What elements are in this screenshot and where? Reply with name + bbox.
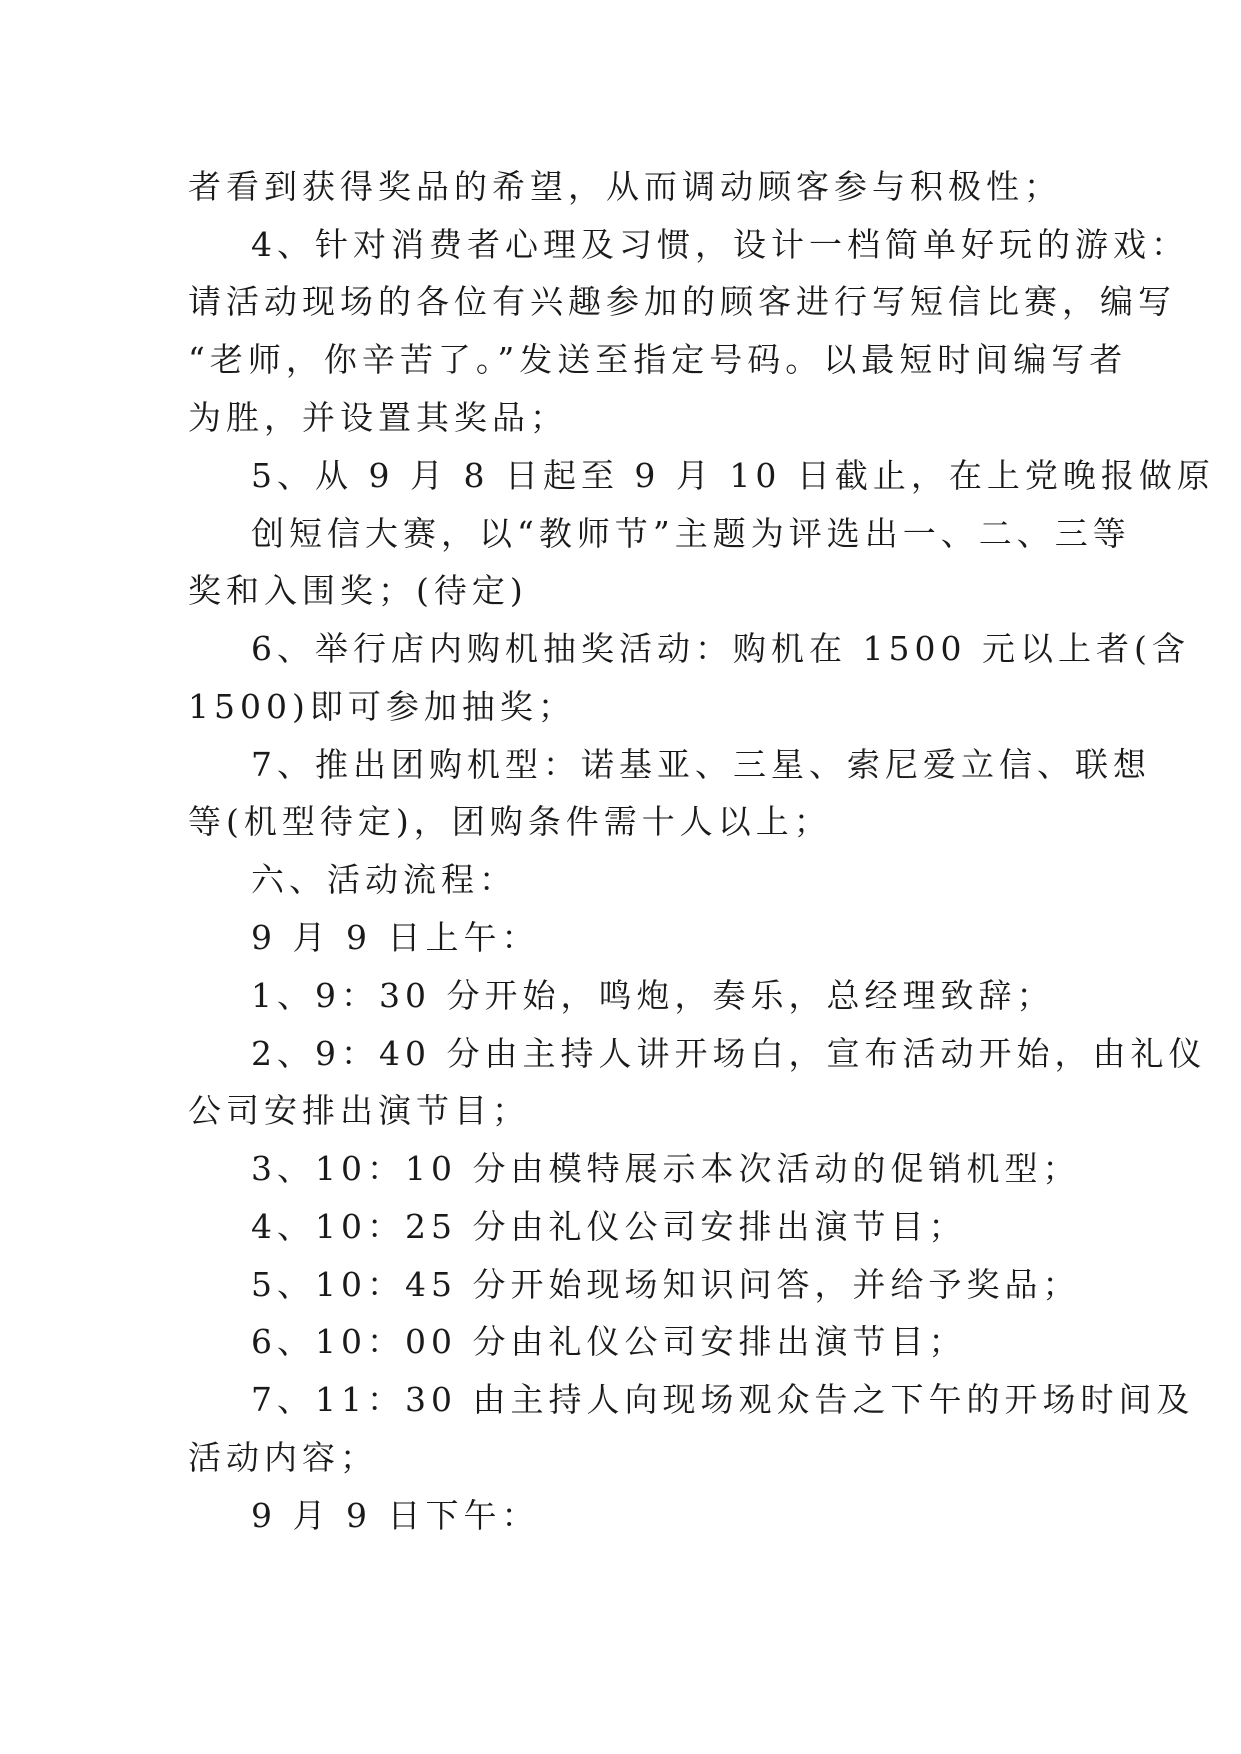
text-line: “老师，你辛苦了。”发送至指定号码。以最短时间编写者 <box>188 340 1128 379</box>
text-line: 5、从 9 月 8 日起至 9 月 10 日截止，在上党晚报做原 <box>251 456 1215 495</box>
text-line: 活动内容； <box>188 1438 378 1477</box>
text-line: 为胜，并设置其奖品； <box>188 398 568 437</box>
text-line: 请活动现场的各位有兴趣参加的顾客进行写短信比赛，编写 <box>188 282 1176 321</box>
text-line: 1、9：30 分开始，鸣炮，奏乐，总经理致辞； <box>251 976 1055 1015</box>
text-line: 等(机型待定)，团购条件需十人以上； <box>188 802 832 841</box>
section-heading: 六、活动流程： <box>251 860 517 899</box>
text-line: 6、10：00 分由礼仪公司安排出演节目； <box>251 1322 967 1361</box>
text-line: 者看到获得奖品的希望，从而调动顾客参与积极性； <box>188 167 1062 206</box>
text-line: 公司安排出演节目； <box>188 1091 530 1130</box>
text-line: 6、举行店内购机抽奖活动：购机在 1500 元以上者(含 <box>251 629 1190 668</box>
date-heading: 9 月 9 日下午： <box>251 1496 540 1535</box>
text-line: 4、10：25 分由礼仪公司安排出演节目； <box>251 1207 967 1246</box>
date-heading: 9 月 9 日上午： <box>251 918 540 957</box>
text-line: 7、11：30 由主持人向现场观众告之下午的开场时间及 <box>251 1380 1195 1419</box>
text-line: 创短信大赛，以“教师节”主题为评选出一、二、三等 <box>251 514 1131 553</box>
text-line: 3、10：10 分由模特展示本次活动的促销机型； <box>251 1149 1081 1188</box>
text-line: 1500)即可参加抽奖； <box>188 687 576 726</box>
text-line: 4、针对消费者心理及习惯，设计一档简单好玩的游戏： <box>251 225 1189 264</box>
text-line: 7、推出团购机型：诺基亚、三星、索尼爱立信、联想 <box>251 745 1151 784</box>
text-line: 2、9：40 分由主持人讲开场白，宣布活动开始，由礼仪 <box>251 1034 1207 1073</box>
text-line: 奖和入围奖；(待定) <box>188 571 528 610</box>
text-line: 5、10：45 分开始现场知识问答，并给予奖品； <box>251 1265 1081 1304</box>
